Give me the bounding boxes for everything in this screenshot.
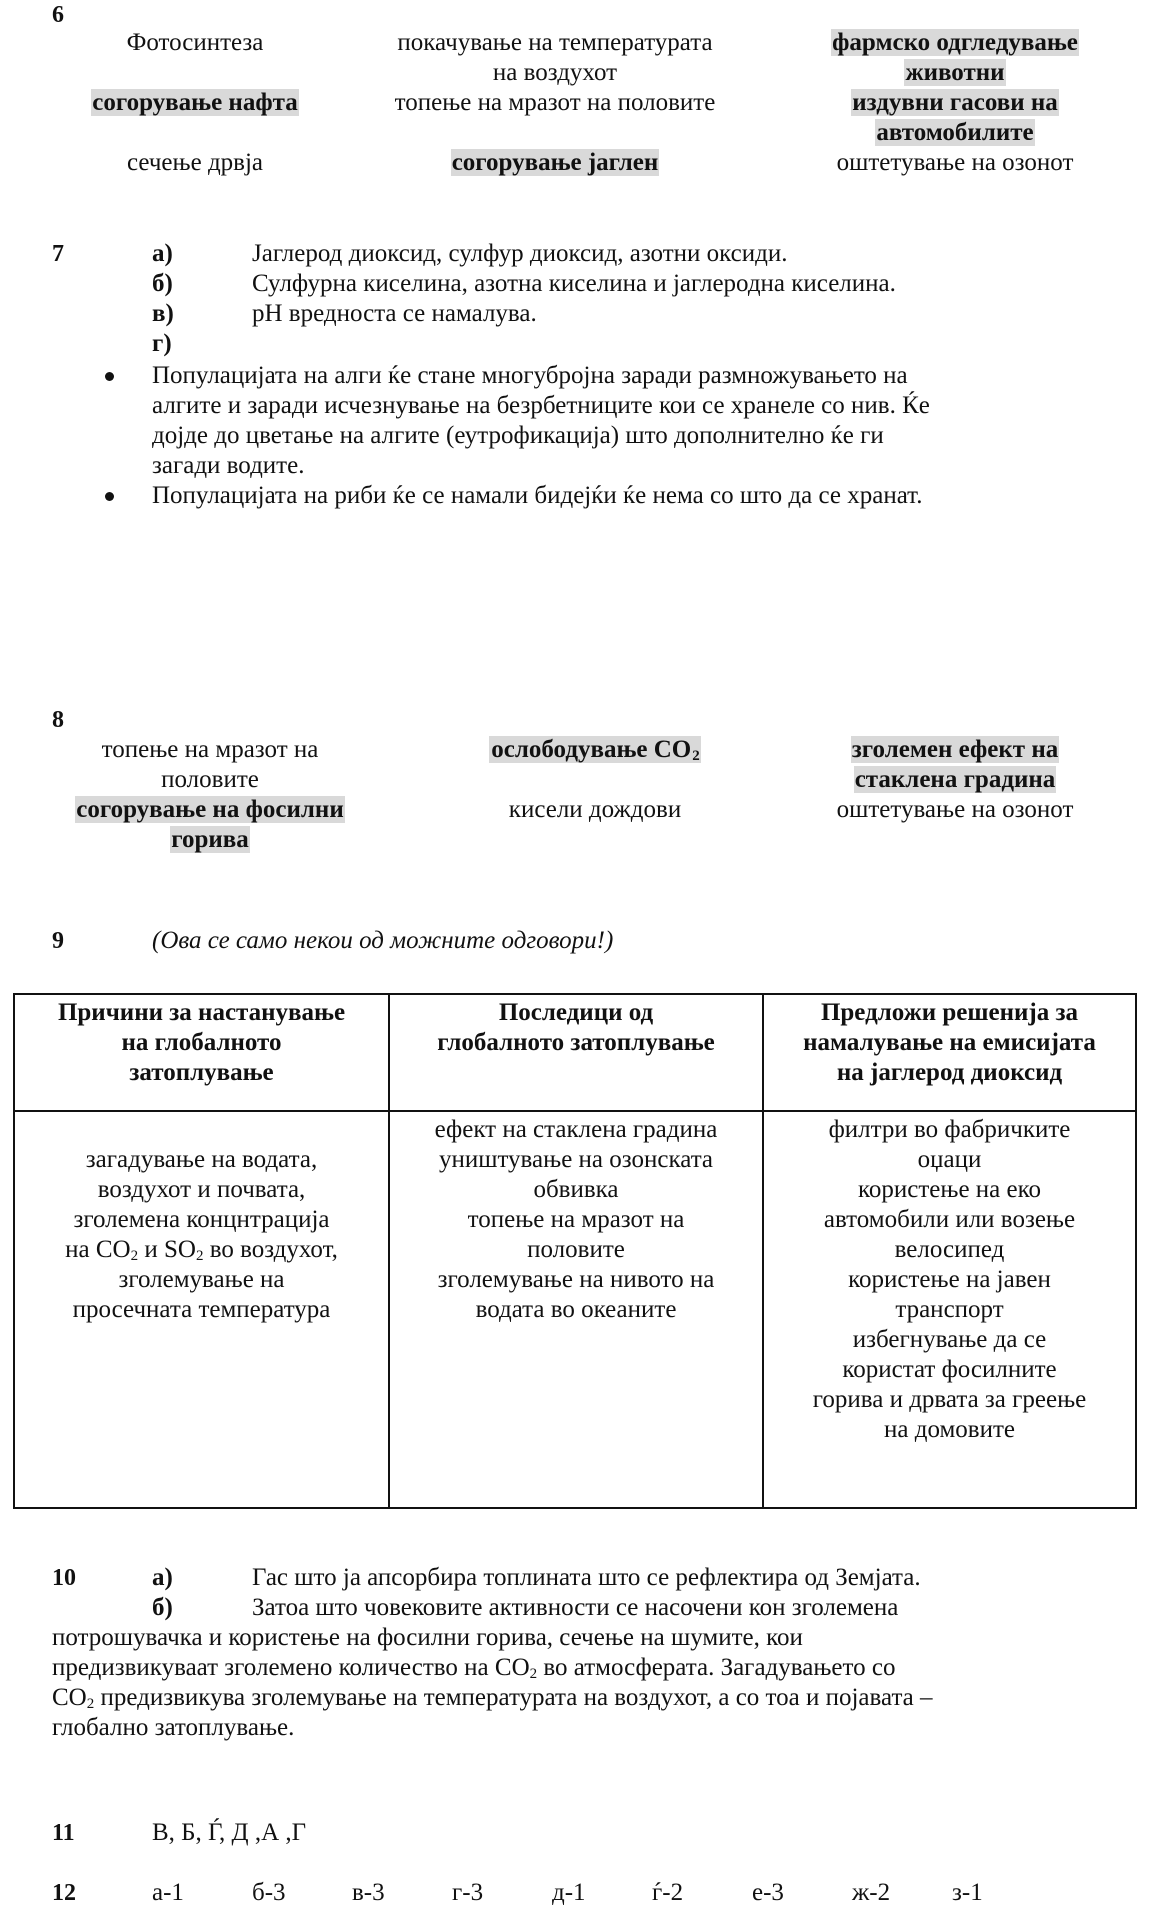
cell-line: зголемување на нивото на <box>437 1266 715 1293</box>
q10-line <box>52 1653 1112 1683</box>
q10-part-a-label: а) <box>152 1564 173 1591</box>
cell-line: велосипед <box>894 1236 1005 1263</box>
header-line: намалување на емисијата <box>803 1029 1096 1056</box>
cell-line: на домовите <box>884 1416 1015 1443</box>
header-line: Причини за настанување <box>57 999 346 1026</box>
q7-bullet-1 <box>152 361 1112 481</box>
cell-line: зголемена концнтрација <box>73 1206 330 1233</box>
q6-item-tree-cutting <box>60 148 330 178</box>
q8-item-acid-rain <box>445 795 745 825</box>
bullet-icon <box>105 372 114 381</box>
q10-part-a-text: Гас што ја апсорбира топлината што се рефлектира од Земјата. <box>252 1564 921 1591</box>
q6-highlighted-text: животни <box>905 59 1005 86</box>
cell-line: автомобили или возење <box>823 1206 1076 1233</box>
text: и SO <box>138 1236 196 1263</box>
question-6-number: 6 <box>52 2 64 28</box>
table-header-causes <box>14 994 389 1111</box>
cell-line: оџаци <box>917 1146 982 1173</box>
cell-line: зголемување на <box>118 1266 285 1293</box>
q10-part-b-line1: Затоа што човековите активности се насочени кон зголемена <box>252 1594 899 1621</box>
table-header-solutions <box>763 994 1136 1111</box>
q12-pair: а-1 <box>152 1879 184 1906</box>
question-9-number: 9 <box>52 928 64 954</box>
q8-item-text-line1: топење на мразот на <box>101 736 319 763</box>
q6-highlighted-text: автомобилите <box>876 119 1034 146</box>
q6-item-text: сечење дрвја <box>126 149 264 176</box>
table-cell-causes <box>14 1111 389 1508</box>
text: CO <box>52 1684 87 1711</box>
subscript: 2 <box>529 1666 538 1682</box>
q8-item-fossil-fuels <box>55 795 365 855</box>
cell-line: воздухот и почвата, <box>97 1176 306 1203</box>
q6-highlighted-text: издувни гасови на <box>852 89 1058 116</box>
q8-highlighted-text: зголемен ефект на <box>851 736 1059 763</box>
cell-line: избегнување да се <box>852 1326 1047 1353</box>
q6-item-text: Фотосинтеза <box>126 29 264 56</box>
q7-bullet-1-line: дојде до цветање на алгите (еутрофикација) што дополнително ќе ги <box>152 422 884 449</box>
q6-item-text: оштетување на озонот <box>836 149 1074 176</box>
table-cell-consequences <box>389 1111 763 1508</box>
q12-pair: ѓ-2 <box>652 1879 684 1906</box>
q12-pair: ж-2 <box>852 1879 891 1906</box>
q8-item-text: кисели дождови <box>508 796 682 823</box>
q8-item-co2-release <box>445 735 745 765</box>
q6-item-exhaust <box>800 88 1110 148</box>
q12-pair: г-3 <box>452 1879 484 1906</box>
table-cell-solutions <box>763 1111 1136 1508</box>
table-header-consequences <box>389 994 763 1111</box>
text: на CO <box>65 1236 131 1263</box>
subscript: 2 <box>692 748 700 764</box>
cell-line: ефект на стаклена градина <box>434 1116 718 1143</box>
bullet-icon <box>105 492 114 501</box>
cell-line: горива и дрвата за греење <box>812 1386 1087 1413</box>
q10-line: потрошувачка и користење на фосилни горива, сечење на шумите, кои <box>52 1624 803 1651</box>
text: во воздухот, <box>203 1236 338 1263</box>
q12-pair: в-3 <box>352 1879 385 1906</box>
q7-part-b-text: Сулфурна киселина, азотна киселина и јаглеродна киселина. <box>252 270 896 297</box>
q8-highlighted-text <box>489 736 701 763</box>
cell-line: филтри во фабричките <box>828 1116 1071 1143</box>
q6-item-ice-melting <box>345 88 765 118</box>
q7-bullet-1-line: Популацијата на алги ќе стане многубројна заради размножувањето на <box>152 362 908 389</box>
text: предизвикува зголемување на температурата на воздухот, а со тоа и појавата – <box>94 1684 933 1711</box>
cell-line: водата во океаните <box>475 1296 677 1323</box>
cell-line: половите <box>527 1236 625 1263</box>
header-line: Последици од <box>498 999 654 1026</box>
q6-item-text-line1: покачување на температурата <box>397 29 713 56</box>
q12-pair: е-3 <box>752 1879 784 1906</box>
q12-pair: д-1 <box>552 1879 586 1906</box>
q8-highlighted-text: горива <box>171 826 249 853</box>
q7-part-v-text: pH вредноста се намалува. <box>252 300 537 327</box>
q7-part-a-text: Јаглерод диоксид, сулфур диоксид, азотни оксиди. <box>252 240 788 267</box>
q8-highlighted-text: согорување на фосилни <box>76 796 344 823</box>
q10-part-b-continuation <box>52 1623 1112 1743</box>
q6-item-temperature-rise <box>345 28 765 88</box>
q6-item-farming <box>800 28 1110 88</box>
q9-note: (Ова се само некои од можните одговори!) <box>152 927 614 954</box>
table-header-row <box>14 994 1136 1111</box>
cell-line: топење на мразот на <box>467 1206 685 1233</box>
q12-pair: з-1 <box>952 1879 983 1906</box>
text: предизвикуваат зголемено количество на CO <box>52 1654 530 1681</box>
q11-answer: В, Б, Ѓ, Д ,А ,Г <box>152 1819 307 1846</box>
header-line: затоплување <box>129 1059 274 1086</box>
q7-part-g-label: г) <box>152 330 172 357</box>
q8-item-text: ослободување CO <box>491 736 692 763</box>
text: во атмосферата. Загадувањето со <box>537 1654 896 1681</box>
q6-item-text-line2: на воздухот <box>492 59 618 86</box>
cell-line: загадување на водата, <box>85 1146 318 1173</box>
cell-line: транспорт <box>895 1296 1004 1323</box>
question-7-number: 7 <box>52 241 64 267</box>
table-row <box>14 1111 1136 1508</box>
q6-item-oil-burning <box>60 88 330 118</box>
q10-line: глобално затоплување. <box>52 1714 295 1741</box>
q6-highlighted-text: фармско одгледување <box>832 29 1078 56</box>
header-line: глобалното затоплување <box>437 1029 715 1056</box>
question-11-number: 11 <box>52 1820 75 1846</box>
question-10-number: 10 <box>52 1565 76 1591</box>
q8-item-greenhouse <box>800 735 1110 795</box>
q6-item-text: топење на мразот на половите <box>394 89 716 116</box>
q6-highlighted-text: согорување јаглен <box>451 149 659 176</box>
q6-item-ozone-damage <box>800 148 1110 178</box>
subscript: 2 <box>195 1248 204 1264</box>
q12-pair: б-3 <box>252 1879 286 1906</box>
q7-bullet-2: Популацијата на риби ќе се намали бидејќи ќе нема со што да се хранат. <box>152 482 923 509</box>
question-12-number: 12 <box>52 1880 76 1906</box>
q8-item-ozone-damage <box>800 795 1110 825</box>
header-line: на јаглерод диоксид <box>836 1059 1063 1086</box>
cell-line: просечната температура <box>72 1296 331 1323</box>
question-8-number: 8 <box>52 707 64 733</box>
cell-line: уништување на озонската <box>438 1146 714 1173</box>
q7-part-b-label: б) <box>152 270 173 297</box>
q8-item-ice-melting <box>55 735 365 795</box>
cell-line: користење на јавен <box>848 1266 1051 1293</box>
header-line: на глобалното <box>121 1029 282 1056</box>
q7-part-a-label: а) <box>152 240 173 267</box>
cell-line <box>21 1235 382 1265</box>
q7-part-v-label: в) <box>152 300 174 327</box>
q8-highlighted-text: стаклена градина <box>854 766 1056 793</box>
subscript: 2 <box>86 1696 95 1712</box>
q6-item-coal-burning <box>345 148 765 178</box>
subscript: 2 <box>130 1248 139 1264</box>
cell-line: користење на еко <box>858 1176 1041 1203</box>
q8-item-text-line2: половите <box>161 766 259 793</box>
q10-line <box>52 1683 1112 1713</box>
q6-highlighted-text: согорување нафта <box>92 89 298 116</box>
q6-item-photosynthesis <box>60 28 330 58</box>
q8-item-text: оштетување на озонот <box>836 796 1074 823</box>
header-line: Предложи решенија за <box>820 999 1079 1026</box>
q7-bullet-1-line: алгите и заради исчезнување на безрбетниците кои се хранеле со нив. Ќе <box>152 392 930 419</box>
cell-line: обвивка <box>533 1176 619 1203</box>
cell-line: користат фосилните <box>842 1356 1057 1383</box>
q7-bullet-1-line: загади водите. <box>152 452 305 479</box>
q9-table <box>13 993 1137 1509</box>
q10-part-b-label: б) <box>152 1594 173 1621</box>
